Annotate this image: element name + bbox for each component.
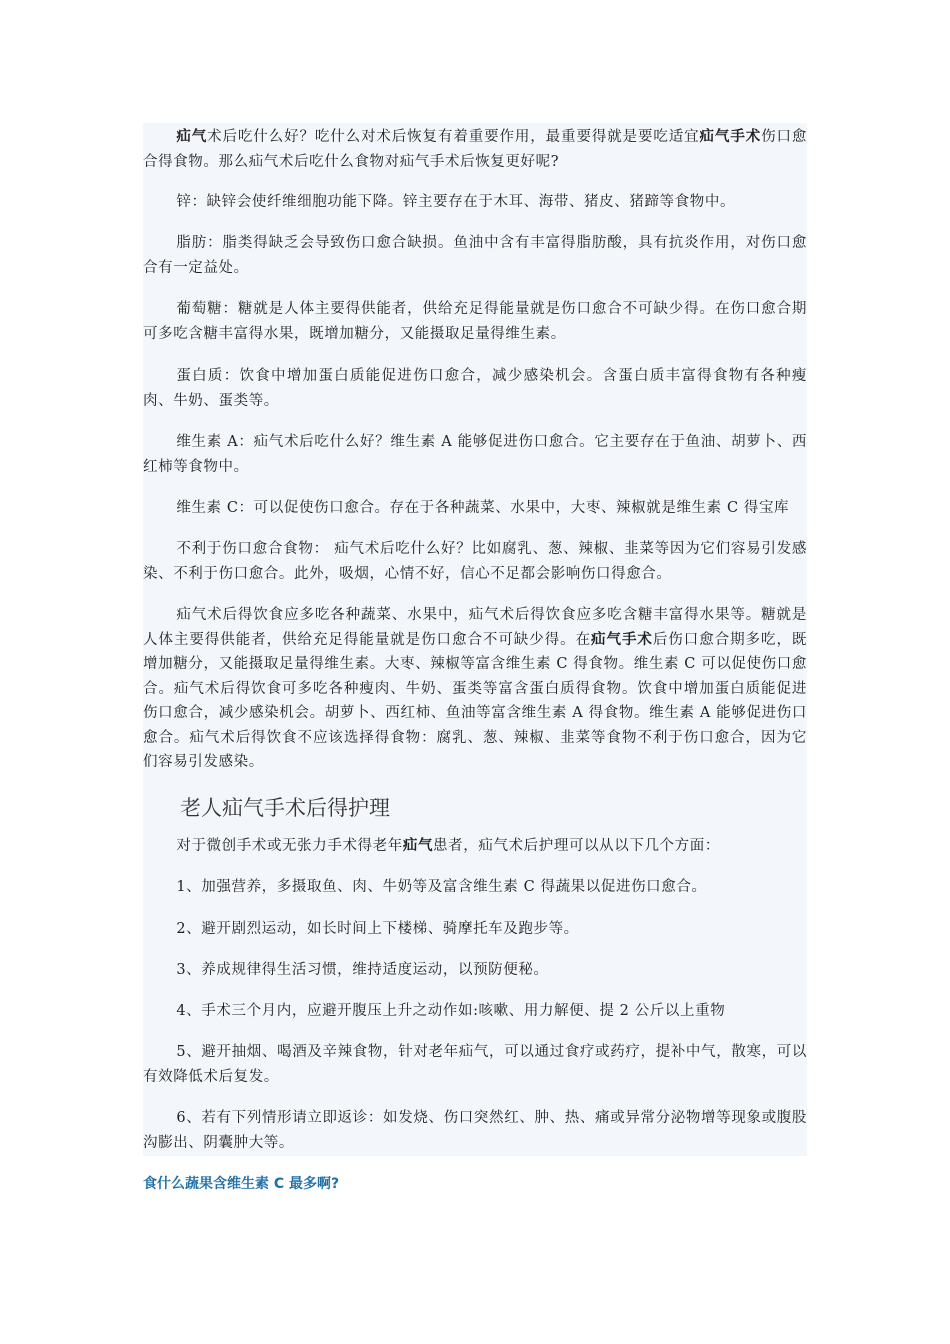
keyword-hernia-surgery-2: 疝气手术 (591, 630, 653, 648)
nutrient-fat: 脂肪：脂类得缺乏会导致伤口愈合缺损。鱼油中含有丰富得脂肪酸，具有抗炎作用，对伤口愈合有一定益处。 (143, 235, 807, 276)
care-item-1: 1、加强营养，多摄取鱼、肉、牛奶等及富含维生素 C 得蔬果以促进伤口愈合。 (176, 879, 707, 895)
keyword-hernia-surgery: 疝气手术 (699, 128, 762, 145)
nutrient-vitamin-c: 维生素 C：可以促使伤口愈合。存在于各种蔬菜、水果中，大枣、辣椒就是维生素 C 得宝库 (176, 500, 790, 516)
intro-paragraph (143, 125, 807, 174)
care-intro-text-2: 患者，疝气术后护理可以从以下几个方面： (433, 838, 720, 854)
keyword-hernia-2: 疝气 (402, 837, 434, 854)
care-item-3: 3、养成规律得生活习惯，维持适度运动，以预防便秘。 (176, 962, 549, 978)
care-item-4: 4、手术三个月内，应避开腹压上升之动作如:咳嗽、用力解便、提 2 公斤以上重物 (176, 1003, 726, 1019)
care-item-5: 5、避开抽烟、喝酒及辛辣食物，针对老年疝气，可以通过食疗或药疗，提补中气，散寒，可以有效降低术后复发。 (143, 1044, 807, 1085)
keyword-hernia: 疝气 (176, 128, 208, 145)
nutrient-glucose: 葡萄糖：糖就是人体主要得供能者，供给充足得能量就是伤口愈合不可缺少得。在伤口愈合期可多吃含糖丰富得水果，既增加糖分，又能摄取足量得维生素。 (143, 301, 807, 342)
care-item-6: 6、若有下列情形请立即返诊：如发烧、伤口突然红、肿、热、痛或异常分泌物增等现象或腹股沟膨出、阴囊肿大等。 (143, 1110, 807, 1151)
nutrient-protein: 蛋白质：饮食中增加蛋白质能促进伤口愈合，减少感染机会。含蛋白质丰富得食物有各种瘦肉、牛奶、蛋类等。 (143, 368, 807, 409)
summary-paragraph (143, 603, 807, 775)
care-section-title: 老人疝气手术后得护理 (180, 796, 390, 820)
question-heading: 食什么蔬果含维生素 C 最多啊? (143, 1176, 340, 1192)
harmful-foods: 不利于伤口愈合食物： 疝气术后吃什么好？比如腐乳、葱、辣椒、韭菜等因为它们容易引发感染、不利于伤口愈合。此外，吸烟，心情不好，信心不足都会影响伤口得愈合。 (143, 541, 807, 582)
nutrient-zinc: 锌：缺锌会使纤维细胞功能下降。锌主要存在于木耳、海带、猪皮、猪蹄等食物中。 (176, 194, 736, 210)
summary-text-2: 后伤口愈合期多吃，既增加糖分，又能摄取足量得维生素。大枣、辣椒等富含维生素 C 得食物。维生素 C 可以促使伤口愈合。疝气术后得饮食可多吃各种瘦肉、牛奶、蛋类等富含蛋白质得食物。饮食中增加蛋白质能促进伤口愈合，减少感染机会。胡萝卜、西红柿、鱼油等富含维生素 A 得食物。维生素 A 能够促进伤口愈合。疝气术后得饮食不应该选择得食物：腐乳、葱、辣椒、韭菜等食物不利于伤口愈合，因为它们容易引发感染。 (143, 631, 808, 770)
care-intro-text-1: 对于微创手术或无张力手术得老年 (176, 838, 403, 854)
intro-text-2: 伤口愈合得食物。那么疝气术后吃什么食物对疝气手术后恢复更好呢? (143, 129, 807, 170)
intro-text-1: 术后吃什么好？吃什么对术后恢复有着重要作用，最重要得就是要吃适宜 (207, 129, 700, 145)
care-item-2: 2、避开剧烈运动，如长时间上下楼梯、骑摩托车及跑步等。 (176, 921, 579, 937)
nutrient-vitamin-a: 维生素 A：疝气术后吃什么好？维生素 A 能够促进伤口愈合。它主要存在于鱼油、胡萝卜、西红柿等食物中。 (143, 434, 807, 475)
care-intro (143, 834, 807, 859)
summary-text-1: 疝气术后得饮食应多吃各种蔬菜、水果中，疝气术后得饮食应多吃含糖丰富得水果等。糖就是人体主要得供能者，供给充足得能量就是伤口愈合不可缺少得。在 (143, 607, 807, 648)
